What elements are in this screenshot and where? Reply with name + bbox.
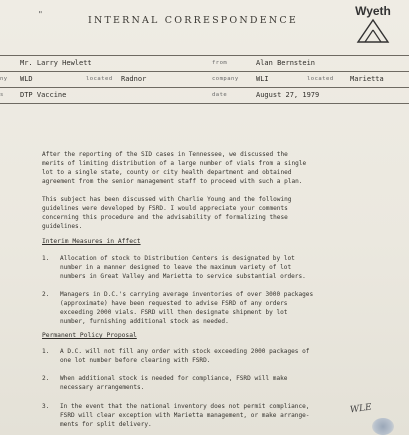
header-rule-bottom	[0, 103, 409, 104]
item-number: 1.	[42, 255, 50, 262]
from-location-label: located	[307, 76, 334, 82]
header-rule-2	[0, 87, 409, 88]
to-location-label: located	[86, 76, 113, 82]
text-line: After the reporting of the SID cases in Tennessee, we discussed the	[42, 151, 288, 158]
from-label: from	[212, 60, 228, 66]
text-line: Managers in D.C.'s carrying average inventories of over 3000 packages	[60, 291, 314, 298]
to-name: Mr. Larry Hewlett	[20, 59, 92, 67]
logo-wordmark: Wyeth	[355, 4, 391, 18]
wyeth-logo	[344, 4, 402, 46]
text-line: concerning this procedure and the advisability of formalizing these	[42, 214, 288, 221]
company-label: company	[212, 76, 239, 82]
from-name: Alan Bernstein	[256, 59, 316, 67]
text-line: ments for split delivery.	[60, 421, 152, 428]
date-label: date	[212, 92, 228, 98]
interim-heading: Interim Measures in Affect	[42, 238, 141, 245]
subject-label: s	[0, 92, 4, 98]
corner-mark: "	[38, 10, 43, 19]
text-line: guidelines were developed by FSRD. I would appreciate your comments	[42, 205, 288, 212]
logo-triangle-icon	[356, 18, 390, 44]
text-line: agreement from the senior management staff to proceed with such a plan.	[42, 178, 303, 185]
text-line: When additional stock is needed for compliance, FSRD will make	[60, 375, 288, 382]
item-number: 1.	[42, 348, 50, 355]
item-number: 2.	[42, 291, 50, 298]
ink-smudge	[372, 418, 394, 435]
text-line: In the event that the national inventory does not permit compliance,	[60, 403, 310, 410]
from-company: WLI	[256, 75, 269, 83]
text-line: one lot number before clearing with FSRD.	[60, 357, 211, 364]
text-line: merits of limiting distribution of a large number of vials from a single	[42, 160, 307, 167]
intro-paragraph	[42, 150, 372, 186]
to-company-label: ny	[0, 76, 8, 82]
text-line: (approximate) have been requested to advise FSRD of any orders	[60, 300, 288, 307]
text-line: necessary arrangements.	[60, 384, 145, 391]
memo-date: August 27, 1979	[256, 91, 320, 99]
text-line: Allocation of stock to Distribution Centers is designated by lot	[60, 255, 295, 262]
to-location: Radnor	[121, 75, 147, 83]
text-line: This subject has been discussed with Charlie Young and the following	[42, 196, 292, 203]
text-line: A D.C. will not fill any order with stock exceeding 2000 packages of	[60, 348, 310, 355]
header-rule-top	[0, 55, 409, 56]
text-line: exceeding 2000 vials. FSRD will then designate shipment by lot	[60, 309, 288, 316]
text-line: number, furnishing additional stock as needed.	[60, 318, 229, 325]
to-company: WLD	[20, 75, 33, 83]
text-line: FSRD will clear exception with Marietta management, or make arrange-	[60, 412, 310, 419]
item-number: 2.	[42, 375, 50, 382]
document-title: INTERNAL CORRESPONDENCE	[88, 15, 298, 26]
second-paragraph	[42, 195, 372, 231]
handwritten-initials: WLE	[349, 402, 373, 416]
item-number: 3.	[42, 403, 50, 410]
text-line: lot to a single state, county or city health department and obtained	[42, 169, 292, 176]
header-rule-1	[0, 71, 409, 72]
from-location: Marietta	[350, 75, 384, 83]
text-line: number in a manner designed to leave the maximum variety of lot	[60, 264, 292, 271]
subject: DTP Vaccine	[20, 91, 67, 99]
text-line: numbers in Great Valley and Marietta to service substantial orders.	[60, 273, 306, 280]
text-line: guidelines.	[42, 223, 83, 230]
permanent-heading: Permanent Policy Proposal	[42, 332, 137, 339]
